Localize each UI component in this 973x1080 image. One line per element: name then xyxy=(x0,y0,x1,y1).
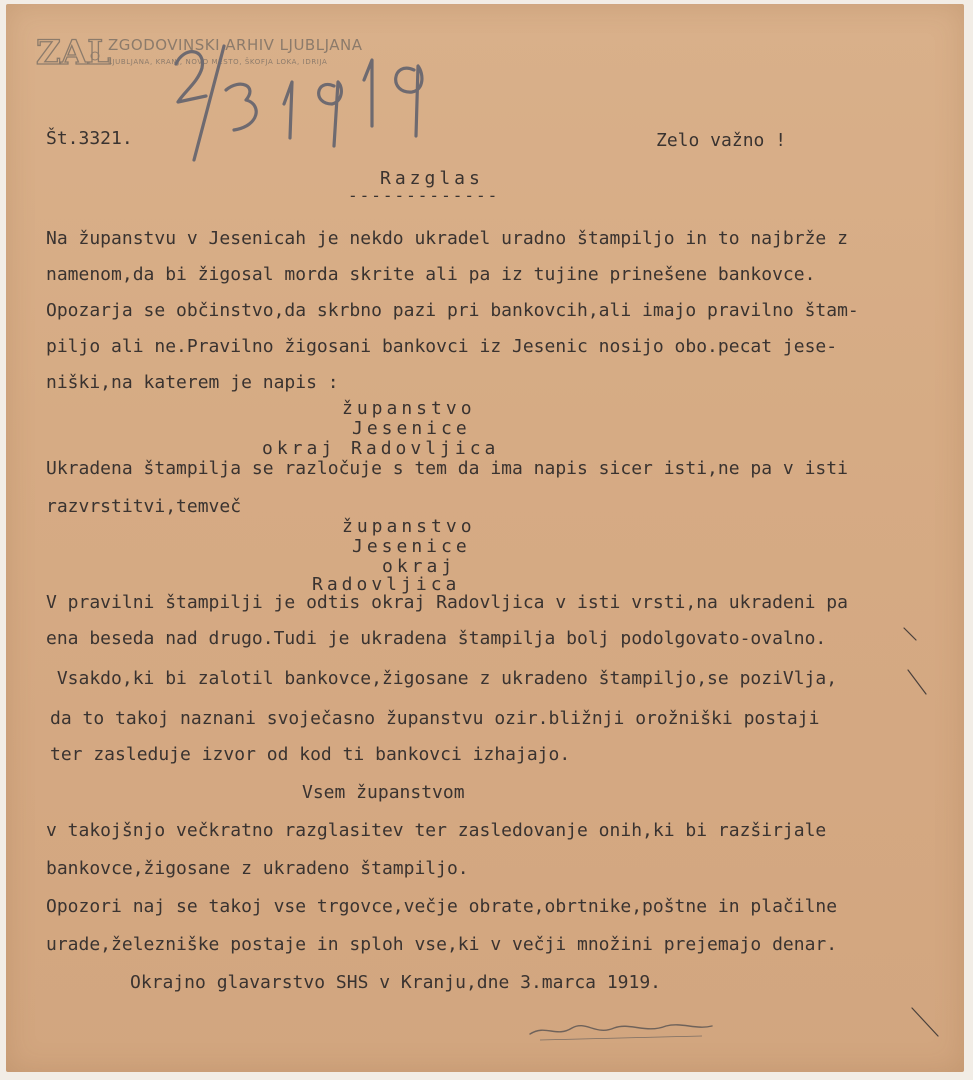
stamp1-line-2: Jesenice xyxy=(352,418,471,439)
archive-subtitle: LJUBLJANA, KRANJ, NOVO MESTO, ŠKOFJA LOKA, IDRIJA xyxy=(108,58,328,66)
body-line-15: Opozori naj se takoj vse trgovce,večje obrate,obrtnike,poštne in plačilne xyxy=(46,896,838,917)
document-number: Št.3321. xyxy=(46,128,133,149)
body-line-9: ena beseda nad drugo.Tudi je ukradena štampilja bolj podolgovato-ovalno. xyxy=(46,628,827,649)
body-line-2: namenom,da bi žigosal morda skrite ali pa iz tujine prinešene bankovce. xyxy=(46,264,816,285)
margin-marks xyxy=(900,620,930,720)
stamp1-line-1: županstvo xyxy=(342,398,476,419)
body-line-4: piljo ali ne.Pravilno žigosani bankovci iz Jesenic nosijo obo.pecat jese- xyxy=(46,336,838,357)
stamp2-line-1: županstvo xyxy=(342,516,476,537)
archive-logo-icon xyxy=(34,32,112,73)
body-line-16: urade,železniške postaje in sploh vse,ki v večji množini prejemajo denar. xyxy=(46,934,838,955)
body-line-3: Opozarja se občinstvo,da skrbno pazi pri bankovcih,ali imajo pravilno štam- xyxy=(46,300,859,321)
body-line-8: V pravilni štampilji je odtis okraj Radovljica v isti vrsti,na ukradeni pa xyxy=(46,592,848,613)
body-line-1: Na županstvu v Jesenicah je nekdo ukradel uradno štampiljo in to najbrže z xyxy=(46,228,848,249)
body-line-14: bankovce,žigosane z ukradeno štampiljo. xyxy=(46,858,469,879)
document-sheet xyxy=(6,4,964,1072)
corner-mark xyxy=(908,1002,948,1042)
body-line-10: Vsakdo,ki bi zalotil bankovce,žigosane z ukradeno štampiljo,se poziVlja, xyxy=(46,668,838,689)
body-line-11: da to takoj naznani svoječasno županstvu ozir.bližnji orožniški postaji xyxy=(50,708,820,729)
body-line-5: niški,na katerem je napis : xyxy=(46,372,339,393)
signature xyxy=(526,1014,716,1044)
body-line-13: v takojšnjo večkratno razglasitev ter zasledovanje onih,ki bi razširjale xyxy=(46,820,827,841)
body-line-12: ter zasleduje izvor od kod ti bankovci izhajajo. xyxy=(50,744,571,765)
archive-name: ZGODOVINSKI ARHIV LJUBLJANA xyxy=(108,36,363,54)
stamp2-line-4: Radovljica xyxy=(312,574,461,595)
body-line-7: razvrstitvi,temveč xyxy=(46,496,242,517)
svg-text:ZAL: ZAL xyxy=(36,33,112,73)
priority-note: Zelo važno ! xyxy=(656,130,787,151)
title-underline: ------------- xyxy=(348,186,500,205)
stamp1-line-3: okraj Radovljica xyxy=(262,438,500,459)
stamp2-line-3: okraj xyxy=(382,556,457,577)
handwritten-date xyxy=(166,34,456,174)
closing-line: Okrajno glavarstvo SHS v Kranju,dne 3.marca 1919. xyxy=(130,972,662,993)
document-title: Razglas xyxy=(380,168,484,189)
stamp2-line-2: Jesenice xyxy=(352,536,471,557)
address-line: Vsem županstvom xyxy=(302,782,465,803)
body-line-6: Ukradena štampilja se razločuje s tem da ima napis sicer isti,ne pa v isti xyxy=(46,458,848,479)
